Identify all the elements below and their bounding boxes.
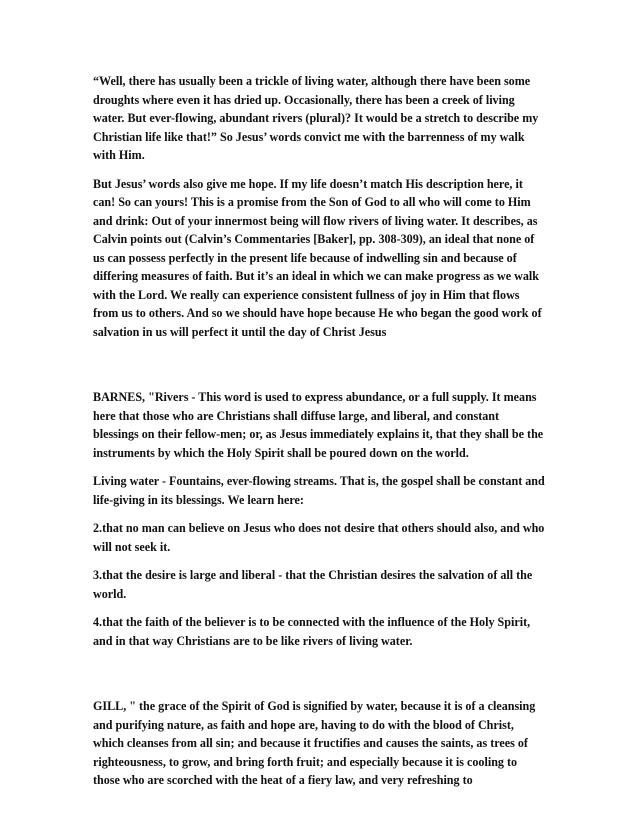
paragraph-gill-grace: GILL, " the grace of the Spirit of God is signified by water, because it is of a cleansing and purifying nature, as faith and hope are, having to do with the blood of Christ, which cleanses from all sin; and because it fructifies and causes the saints, as trees of righteousness, to grow, and bring forth fruit; and especially because it is cooling to those who are scorched with the heat of a fiery law, and very refreshing to [93, 699, 536, 787]
list-item-2: 2.that no man can believe on Jesus who does not desire that others should also, and who will not seek it. [93, 521, 545, 554]
paragraph-living-water: Living water - Fountains, ever-flowing streams. That is, the gospel shall be constant and life-giving in its blessings. We learn here: [93, 474, 545, 507]
paragraph-words-give-hope: But Jesus’ words also give me hope. If my life doesn’t match His description here, it can! So can yours! This is a promise from the Son of God to all who will come to Him and drink: Out of your innermost being will flow rivers of living water. It describes, as Calvin points out (Calvin’s Commentaries [Baker], pp. 308-309), an ideal that none of us can possess perfectly in the present life because of indwelling sin and because of differing measures of faith. But it’s an ideal in which we can make progress as we walk with the Lord. We really can experience consistent fullness of joy in Him that flows from us to others. And so we should have hope because He who began the good work of salvation in us will perfect it until the day of Christ Jesus [93, 176, 542, 339]
list-item-4: 4.that the faith of the believer is to be connected with the influence of the Holy Spirit, and in that way Christians are to be like rivers of living water. [93, 615, 531, 648]
section-gap [93, 351, 546, 388]
list-item-3: 3.that the desire is large and liberal - that the Christian desires the salvation of all the world. [93, 568, 533, 601]
paragraph-trickle-of-living-water: “Well, there has usually been a trickle of living water, although there have been some droughts where even it has dried up. Occasionally, there has been a creek of living water. But ever-flowing, abundant rivers (plural)? It would be a stretch to describe my Christian life like that!” So Jesus’ words convict me with the barrenness of my walk with Him. [93, 74, 539, 162]
section-gap [93, 660, 546, 697]
paragraph-barnes-rivers: BARNES, "Rivers - This word is used to express abundance, or a full supply. It means here that those who are Christians shall diffuse large, and liberal, and constant blessings on their fellow-men; or, as Jesus immediately explains it, that they shall be the instruments by which the Holy Spirit shall be poured down on the world. [93, 390, 544, 460]
